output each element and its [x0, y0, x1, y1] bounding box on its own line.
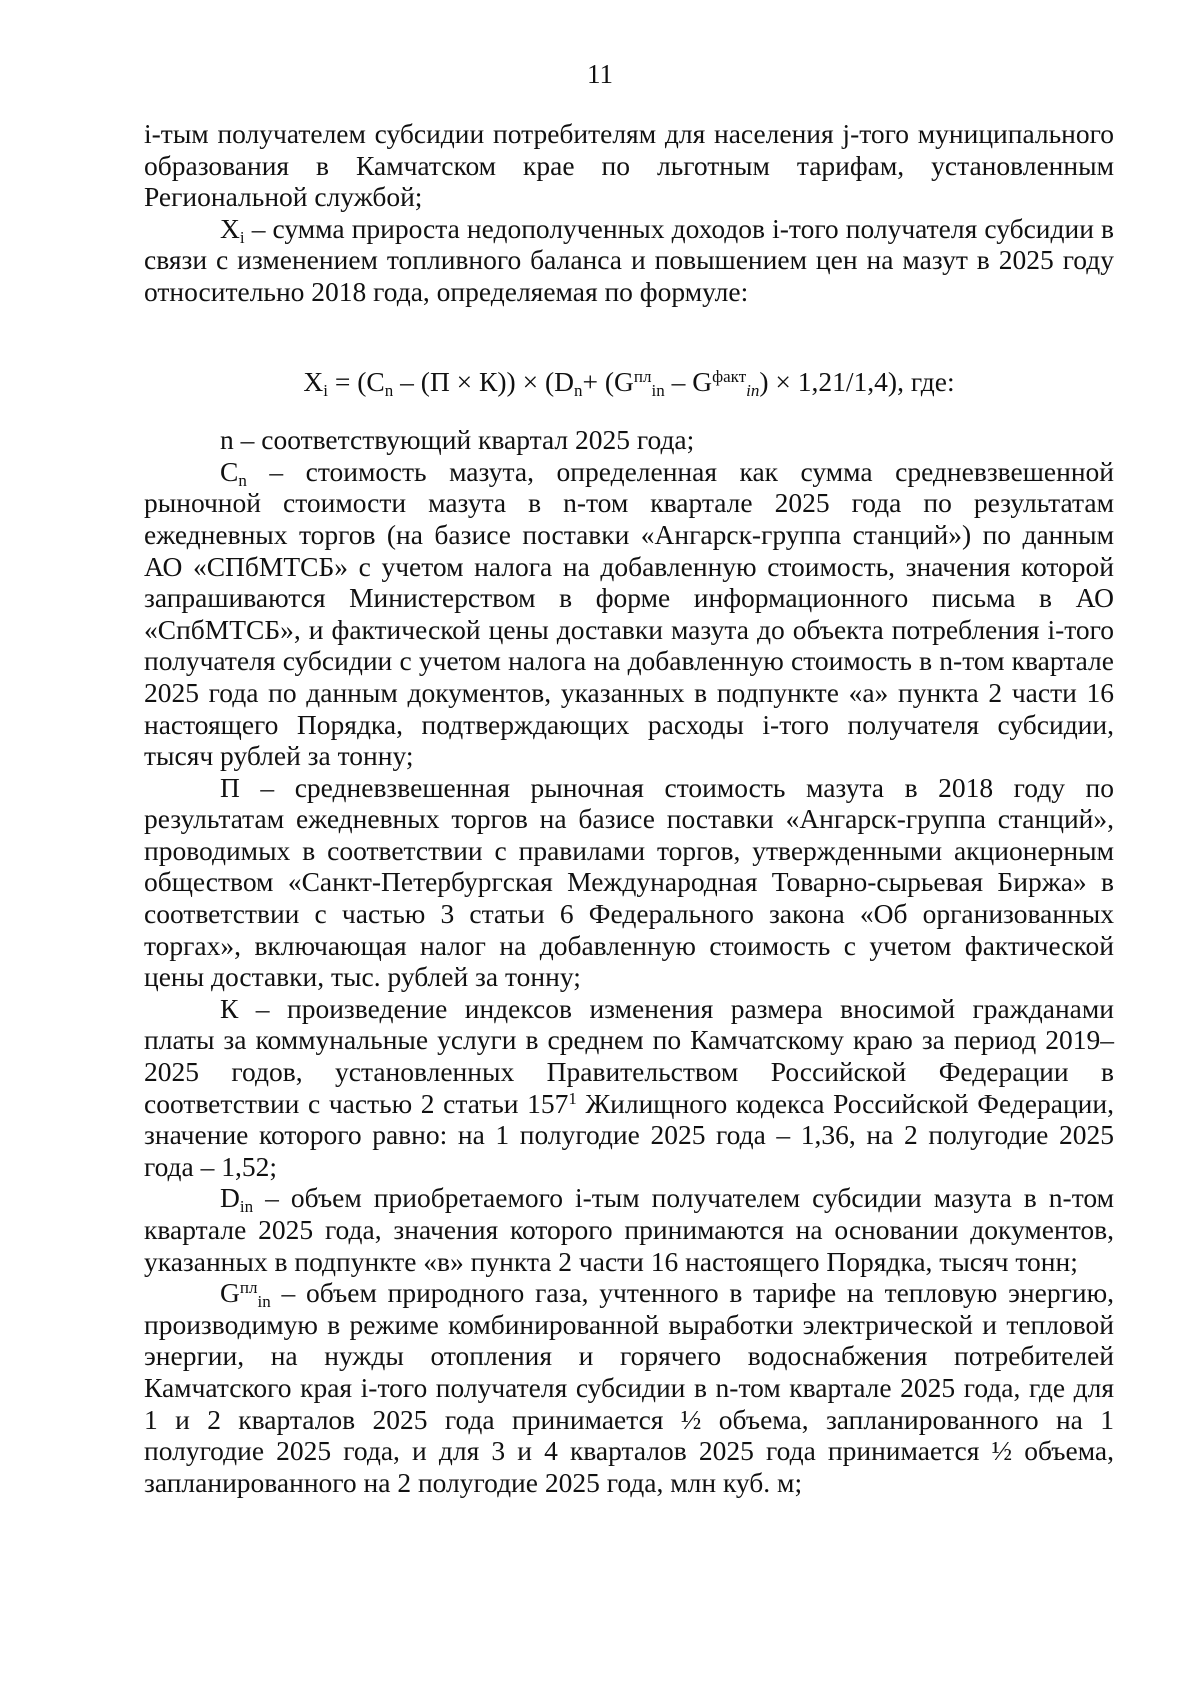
paragraph-n-definition: [144, 424, 1114, 456]
paragraph-xi-definition: [144, 213, 1114, 308]
symbol: C: [220, 455, 239, 487]
symbol: G: [220, 1277, 240, 1309]
formula-superscript: факт: [712, 366, 747, 386]
symbol-subscript: i: [239, 227, 245, 247]
formula-part: – G: [664, 365, 713, 397]
formula-subscript: in: [746, 380, 760, 400]
formula-part: X: [303, 365, 324, 397]
formula-subscript: n: [384, 380, 394, 400]
article-superscript: 1: [568, 1088, 577, 1108]
formula-superscript: пл: [633, 366, 652, 386]
symbol: X: [220, 212, 240, 244]
paragraph-p-definition: [144, 772, 1114, 993]
paragraph-text: – объем природного газа, учтенного в тарифе на тепловую энергию, производимую в режиме комбинированной выработки электрической и тепловой энергии, на нужды отопления и горячего водоснабжения потребителей Камчатского края i-того получателя субсидии в n-том квартале 2025 года, где для 1 и 2 кварталов 2025 года принимается ½ объема, запланированного на 1 полугодие 2025 года, и для 3 и 4 кварталов 2025 года принимается ½ объема, запланированного на 2 полугодие 2025 года, млн куб. м;: [144, 1277, 1114, 1498]
paragraph-din-definition: [144, 1182, 1114, 1277]
page-number: 11: [587, 59, 613, 89]
paragraph-continuation: [144, 118, 1114, 213]
paragraph-text: К – произведение индексов изменения размера вносимой гражданами платы за коммунальные услуги в среднем по Камчатскому краю за период 2019–2025 годов, установленных Правительством Российской Федерации в соответствии с частью 2 статьи 157: [144, 992, 1114, 1119]
formula-subscript: in: [651, 380, 665, 400]
formula-part: = (C: [328, 365, 385, 397]
paragraph-text: П – средневзвешенная рыночная стоимость мазута в 2018 году по результатам ежедневных торгов на базисе поставки «Ангарск-группа станций», проводимых в соответствии с правилами торгов, утвержденными акционерным обществом «Санкт-Петербургская Международная Товарно-сырьевая Биржа» в соответствии с частью 3 статьи 6 Федерального закона «Об организованных торгах», включающая налог на добавленную стоимость с учетом фактической цены доставки, тыс. рублей за тонну;: [144, 771, 1114, 993]
symbol: D: [220, 1182, 240, 1214]
paragraph-k-definition: [144, 993, 1114, 1183]
paragraph-text: n – соответствующий квартал 2025 года;: [220, 424, 695, 456]
symbol-subscript: in: [257, 1292, 271, 1312]
paragraph-text: – объем приобретаемого i-тым получателем субсидии мазута в n-том квартале 2025 года, значения которого принимаются на основании документов, указанных в подпункте «в» пункта 2 части 16 настоящего Порядка, тысяч тонн;: [144, 1182, 1114, 1277]
paragraph-text: – стоимость мазута, определенная как сумма средневзвешенной рыночной стоимости мазута в n-том квартале 2025 года по результатам ежедневных торгов (на базисе поставки «Ангарск-группа станций») по данным АО «СПбМТСБ» с учетом налога на добавленную стоимость, значения которой запрашиваются Министерством в форме информационного письма в АО «СпбМТСБ», и фактической цены доставки мазута до объекта потребления i-того получателя субсидии с учетом налога на добавленную стоимость в n-том квартале 2025 года по данным документов, указанных в подпункте «а» пункта 2 части 16 настоящего Порядка, подтверждающих расходы i-того получателя субсидии, тысяч рублей за тонну;: [144, 455, 1114, 772]
paragraph-text: Жилищного кодекса Российской Федерации, значение которого равно: на 1 полугодие 2025 года – 1,36, на 2 полугодие 2025 года – 1,52;: [144, 1087, 1114, 1182]
paragraph-cn-definition: [144, 456, 1114, 772]
formula-part: – (П × К)) × (D: [393, 365, 574, 397]
formula: [144, 366, 1114, 398]
formula-subscript: i: [323, 380, 329, 400]
paragraph-gin-definition: [144, 1277, 1114, 1498]
symbol-subscript: in: [239, 1197, 254, 1217]
symbol-subscript: n: [238, 470, 247, 490]
document-body: [144, 118, 1114, 1498]
symbol-superscript: пл: [239, 1278, 258, 1298]
paragraph-text: – сумма прироста недополученных доходов i-того получателя субсидии в связи с изменением топливного баланса и повышением цен на мазут в 2025 году относительно 2018 года, определяемая по формуле:: [144, 212, 1114, 307]
formula-part: ) × 1,21/1,4), где:: [759, 365, 955, 397]
formula-subscript: n: [574, 380, 583, 400]
formula-part: + (G: [582, 365, 634, 397]
paragraph-text: i-тым получателем субсидии потребителям для населения j-того муниципального образования в Камчатском крае по льготным тарифам, установленным Региональной службой;: [144, 118, 1114, 213]
